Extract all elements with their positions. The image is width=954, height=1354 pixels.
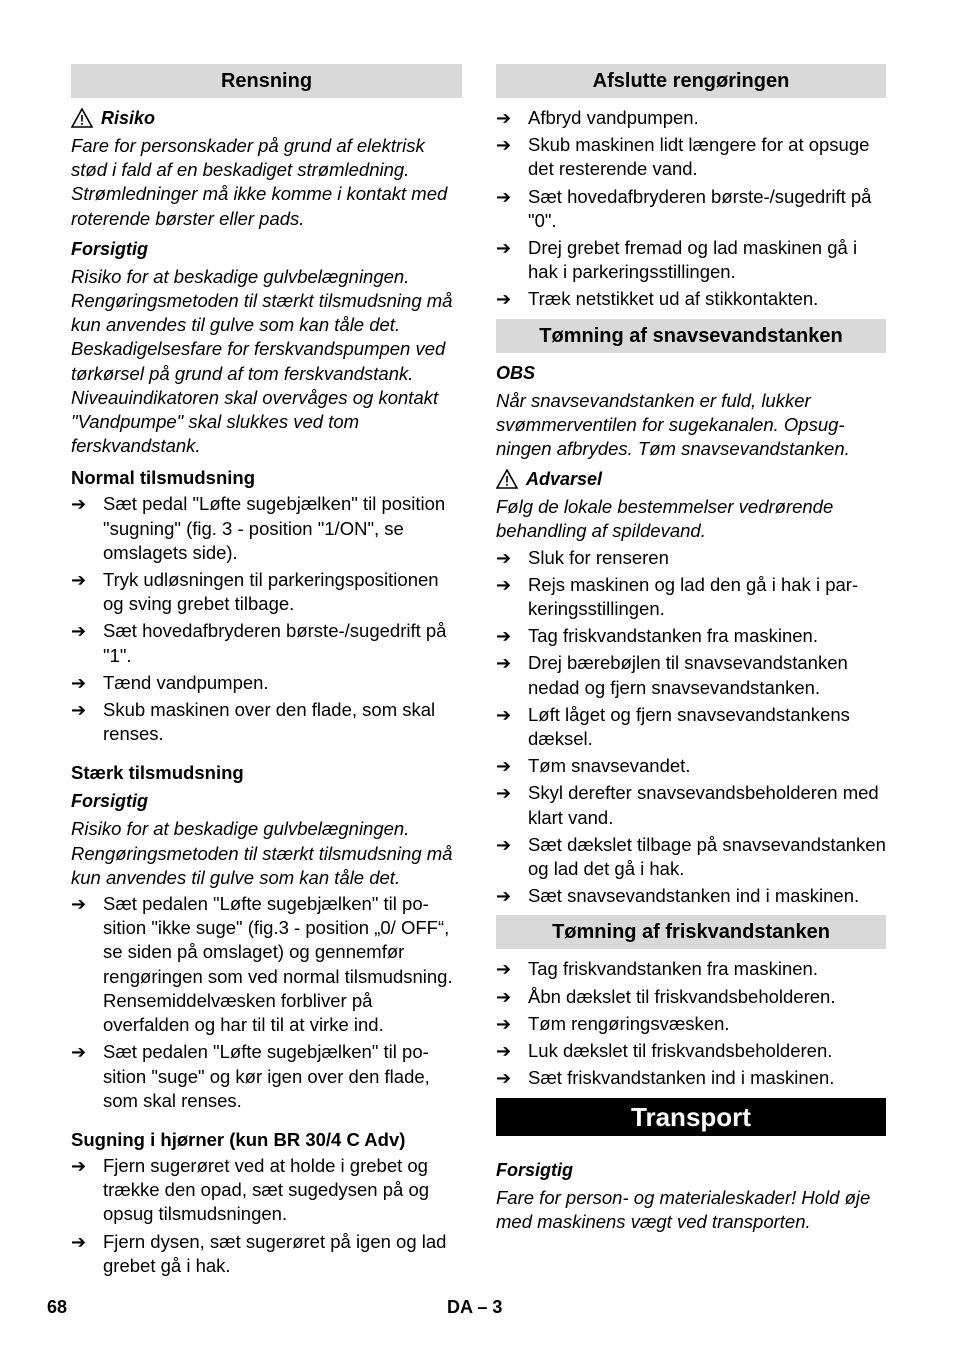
- right-column: [496, 64, 886, 1240]
- forsigtig-label: Forsigtig: [496, 1159, 573, 1180]
- list-item: ➔ Åbn dækslet til friskvandsbeholderen.: [496, 985, 886, 1009]
- section-header-snavsevandstanken: Tømning af snavsevandstanken: [496, 319, 886, 353]
- list-item: ➔ Sæt friskvandstanken ind i maskinen.: [496, 1066, 886, 1090]
- page-code: DA – 3: [447, 1297, 503, 1317]
- list-item: ➔ Fjern dysen, sæt sugerøret på igen og lad grebet gå i hak.: [71, 1230, 462, 1278]
- forsigtig-text: Fare for person- og materialeskader! Hold øje med maskinens vægt ved transporten.: [496, 1186, 871, 1232]
- list-item: ➔ Afbryd vandpumpen.: [496, 106, 886, 130]
- arrow-right-icon: ➔: [496, 1041, 512, 1062]
- list-item: ➔ Luk dækslet til friskvandsbeholderen.: [496, 1039, 886, 1063]
- advarsel-label: [496, 467, 886, 491]
- arrow-right-icon: ➔: [496, 1013, 512, 1034]
- arrow-right-icon: ➔: [496, 574, 512, 595]
- section-header-afslutte: Afslutte rengøringen: [496, 64, 886, 98]
- arrow-right-icon: ➔: [496, 135, 512, 156]
- arrow-right-icon: ➔: [496, 959, 512, 980]
- arrow-right-icon: ➔: [496, 704, 512, 725]
- arrow-right-icon: ➔: [496, 653, 512, 674]
- list-item: ➔ Sæt pedalen "Løfte sugebjælken" til position "suge" og kør igen over den flade, som skal renses.: [71, 1040, 462, 1113]
- arrow-right-icon: ➔: [496, 1068, 512, 1089]
- arrow-right-icon: ➔: [496, 238, 512, 259]
- risiko-text: Fare for personskader på grund af elektrisk stød i fald af en beskadiget strømledning. Strømledninger må ikke komme i kontakt med roterende børster eller pads.: [71, 135, 448, 229]
- arrow-right-icon: ➔: [71, 1231, 87, 1252]
- list-item: ➔ Fjern sugerøret ved at holde i grebet og trække den opad, sæt sugedysen på og opsug tilsmudsningen.: [71, 1154, 462, 1227]
- risiko-label-text: Risiko: [101, 108, 156, 128]
- afslutte-steps-list: [496, 106, 886, 312]
- list-item: ➔ Sæt snavsevandstanken ind i maskinen.: [496, 884, 886, 908]
- arrow-right-icon: ➔: [71, 494, 87, 515]
- subhead-staerk-tilsmudsning: Stærk tilsmudsning: [71, 762, 244, 784]
- forsigtig-label: Forsigtig: [71, 238, 148, 259]
- list-item: ➔ Sæt dækslet tilbage på snavsevandstanken og lad det gå i hak.: [496, 833, 886, 881]
- forsigtig-text: Risiko for at beskadige gulvbelægningen. Rengøringsmetoden til stærkt tilsmudsning må kun anvendes til gulve som kan tåle det. Beskadigelsesfare for ferskvandspumpen ved tørkørsel på grund af tom ferskvandstank. Niveauindikatoren skal overvåges og kontakt "Vandpumpe" skal slukkes ved tom ferskvandstank.: [71, 265, 453, 457]
- list-item: ➔ Sæt hovedafbryderen børste-/sugedrift på "0".: [496, 185, 886, 233]
- list-item: ➔ Tøm rengøringsvæsken.: [496, 1012, 886, 1036]
- obs-label: OBS: [496, 362, 536, 383]
- left-column: [71, 64, 462, 1281]
- subhead-sugning-hjorner: Sugning i hjørner (kun BR 30/4 C Adv): [71, 1128, 406, 1150]
- warning-triangle-icon: [496, 469, 518, 489]
- list-item: ➔ Skyl derefter snavsevandsbeholderen med klart vand.: [496, 781, 886, 829]
- list-item: ➔ Tøm snavsevandet.: [496, 754, 886, 778]
- normal-steps-list: [71, 492, 462, 746]
- list-item: ➔ Sæt pedal "Løfte sugebjælken" til position "sugning" (fig. 3 - position "1/ON", se omslagets side).: [71, 492, 462, 565]
- list-item: ➔ Sæt hovedafbryderen børste-/sugedrift på "1".: [71, 619, 462, 667]
- arrow-right-icon: ➔: [71, 1155, 87, 1176]
- advarsel-label-text: Advarsel: [526, 469, 603, 490]
- arrow-right-icon: ➔: [496, 186, 512, 207]
- forsigtig-text: Risiko for at beskadige gulvbelægningen. Rengøringsmetoden til stærkt tilsmudsning må kun anvendes til gulve som kan tåle det.: [71, 818, 453, 888]
- list-item: ➔ Rejs maskinen og lad den gå i hak i parkeringsstillingen.: [496, 573, 886, 621]
- hjorner-steps-list: [71, 1154, 462, 1278]
- arrow-right-icon: ➔: [71, 672, 87, 693]
- risiko-label: [71, 106, 462, 130]
- list-item: ➔ Skub maskinen over den flade, som skal renses.: [71, 698, 462, 746]
- staerk-steps-list: [71, 892, 462, 1113]
- arrow-right-icon: ➔: [496, 547, 512, 568]
- chapter-header-transport: Transport: [496, 1098, 886, 1136]
- list-item: ➔ Sluk for renseren: [496, 546, 886, 570]
- arrow-right-icon: ➔: [496, 108, 512, 128]
- section-header-rensning: Rensning: [71, 64, 462, 98]
- subhead-normal-tilsmudsning: Normal tilsmudsning: [71, 467, 255, 489]
- list-item: ➔ Træk netstikket ud af stikkontakten.: [496, 287, 886, 311]
- list-item: ➔ Skub maskinen lidt længere for at opsuge det resterende vand.: [496, 133, 886, 181]
- obs-text: Når snavsevandstanken er fuld, lukker svømmerventilen for sugekanalen. Opsugningen afbrydes. Tøm snavsevandstanken.: [496, 389, 850, 460]
- arrow-right-icon: ➔: [71, 700, 87, 721]
- advarsel-text: Følg de lokale bestemmelser vedrørende behandling af spildevand.: [496, 496, 834, 542]
- list-item: ➔ Tag friskvandstanken fra maskinen.: [496, 624, 886, 648]
- list-item: ➔ Tænd vandpumpen.: [71, 671, 462, 695]
- warning-triangle-icon: [71, 108, 93, 128]
- section-header-friskvandstanken: Tømning af friskvandstanken: [496, 915, 886, 949]
- page-number: 68: [47, 1297, 68, 1317]
- list-item: ➔ Drej bærebøjlen til snavsevandstanken nedad og fjern snavsevandstanken.: [496, 651, 886, 699]
- arrow-right-icon: ➔: [496, 834, 512, 855]
- arrow-right-icon: ➔: [496, 289, 512, 310]
- list-item: ➔ Løft låget og fjern snavsevandstankens dæksel.: [496, 703, 886, 751]
- arrow-right-icon: ➔: [71, 1042, 87, 1063]
- frisk-steps-list: [496, 957, 886, 1090]
- list-item: ➔ Tag friskvandstanken fra maskinen.: [496, 957, 886, 981]
- arrow-right-icon: ➔: [71, 621, 87, 642]
- arrow-right-icon: ➔: [496, 626, 512, 647]
- snavs-steps-list: [496, 546, 886, 909]
- list-item: ➔ Sæt pedalen "Løfte sugebjælken" til position "ikke suge" (fig.3 - position „0/ OFF“, se siden på omslaget) og gennemfør rengøringen som ved normal tilsmudsning. Rensemiddelvæsken forbliver på overfalden og har til til at virke ind.: [71, 892, 462, 1037]
- list-item: ➔ Drej grebet fremad og lad maskinen gå i hak i parkeringsstillingen.: [496, 236, 886, 284]
- arrow-right-icon: ➔: [496, 783, 512, 804]
- forsigtig-label: Forsigtig: [71, 791, 148, 812]
- arrow-right-icon: ➔: [71, 894, 87, 915]
- arrow-right-icon: ➔: [496, 886, 512, 907]
- list-item: ➔ Tryk udløsningen til parkeringspositionen og sving grebet tilbage.: [71, 568, 462, 616]
- arrow-right-icon: ➔: [71, 570, 87, 591]
- arrow-right-icon: ➔: [496, 756, 512, 777]
- arrow-right-icon: ➔: [496, 986, 512, 1007]
